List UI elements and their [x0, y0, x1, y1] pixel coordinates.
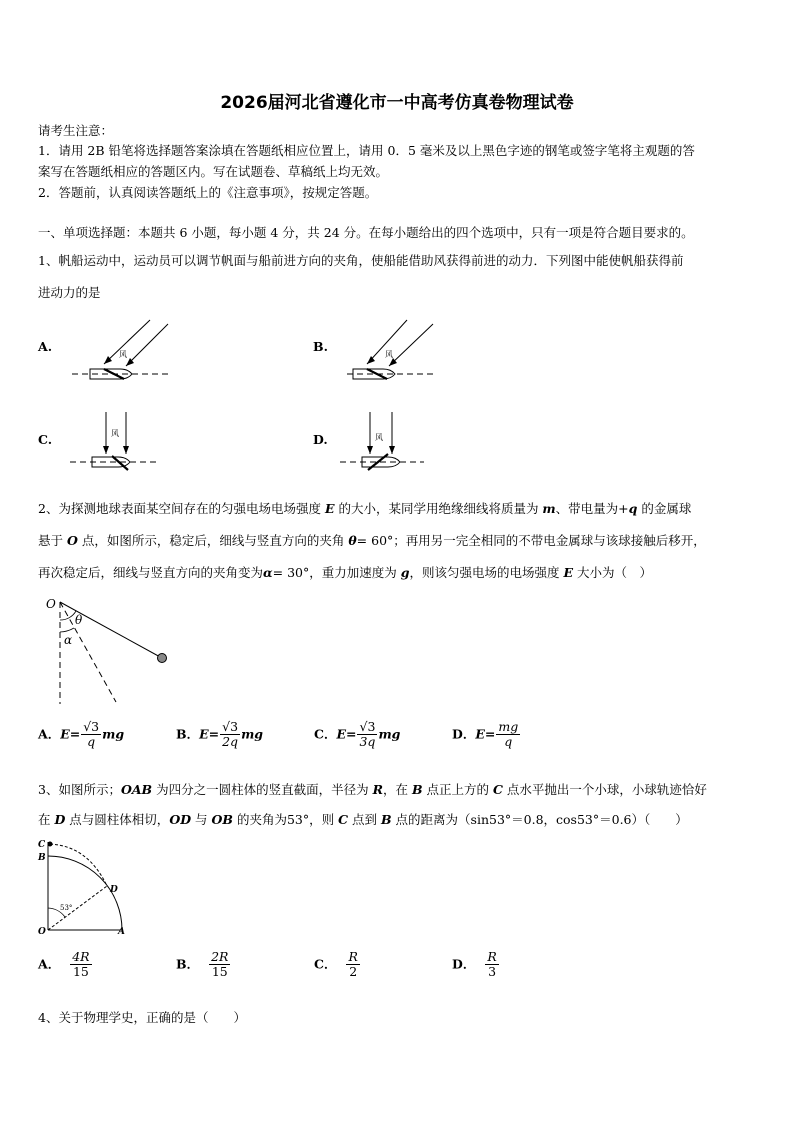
- q4-stem-line-1: 4、关于物理学史，正确的是（ ）: [38, 1010, 246, 1025]
- q3-option-c: C． $\frac{R}{2}$: [314, 949, 358, 980]
- q1-figure-b: [345, 318, 440, 384]
- q3-fig-point-b: B: [38, 853, 46, 863]
- q1-figure-c: [68, 410, 164, 476]
- q2-stem-line-1: 2、为探测地球表面某空间存在的匀强电场电场强度 E 的大小，某同学用绝缘细线将质量为 m、带电量为+q 的金属球: [38, 501, 692, 516]
- q1-option-b-label: B.: [313, 339, 328, 354]
- q3-option-b: B． $\frac{2R}{15}$: [176, 949, 229, 980]
- notice-line-2: 案写在答题纸相应的答题区内。写在试题卷、草稿纸上均无效。: [38, 164, 389, 179]
- notice-heading: 请考生注意：: [38, 123, 114, 138]
- q2-stem-line-2: 悬于 O 点，如图所示，稳定后，细线与竖直方向的夹角 θ= 60°；再用另一完全相同的不带电金属球与该球接触后移开，: [38, 533, 706, 548]
- wind-label: 风: [385, 350, 393, 359]
- wind-label: 风: [111, 429, 119, 438]
- q2-option-b: B．E= $\frac{√3}{2q}$ mg: [176, 719, 264, 750]
- q3-stem-line-2: 在 D 点与圆柱体相切，OD 与 OB 的夹角为53°，则 C 点到 B 点的距离为（sin53°＝0.8，cos53°＝0.6）（ ）: [38, 812, 688, 827]
- q3-fig-point-d: D: [110, 885, 118, 895]
- q3-fig-point-a: A: [118, 927, 125, 936]
- q3-fig-point-o: O: [38, 927, 46, 936]
- q1-stem-line-2: 进动力的是: [38, 285, 101, 300]
- q3-stem-line-1: 3、如图所示；OAB 为四分之一圆柱体的竖直截面，半径为 R，在 B 点正上方的 C 点水平抛出一个小球，小球轨迹恰好: [38, 782, 707, 797]
- section-heading: 一、单项选择题：本题共 6 小题，每小题 4 分，共 24 分。在每小题给出的四个选项中，只有一项是符合题目要求的。: [38, 225, 694, 240]
- q2-pendulum-figure: [40, 594, 180, 706]
- q3-quarter-cylinder-figure: [36, 836, 136, 936]
- q3-option-d: D． $\frac{R}{3}$: [452, 949, 497, 980]
- q1-figure-a: [70, 318, 180, 384]
- q1-option-a-label: A.: [38, 339, 53, 354]
- q1-option-d-label: D.: [313, 432, 328, 447]
- notice-line-1: 1．请用 2B 铅笔将选择题答案涂填在答题纸相应位置上，请用 0．5 毫米及以上黑色字迹的钢笔或签字笔将主观题的答: [38, 143, 695, 158]
- q2-option-c: C．E= $\frac{√3}{3q}$ mg: [314, 719, 401, 750]
- q2-fig-theta: θ: [75, 613, 83, 627]
- wind-label: 风: [375, 433, 383, 442]
- q1-stem-line-1: 1、帆船运动中，运动员可以调节帆面与船前进方向的夹角，使船能借助风获得前进的动力．下列图中能使帆船获得前: [38, 253, 684, 268]
- q2-option-a: A．E= $\frac{√3}{q}$ mg: [38, 719, 125, 750]
- q2-stem-line-3: 再次稳定后，细线与竖直方向的夹角变为α= 30°，重力加速度为 g，则该匀强电场的电场强度 E 大小为（ ）: [38, 565, 652, 580]
- page-title: 2026届河北省遵化市一中高考仿真卷物理试卷: [220, 93, 574, 113]
- notice-line-3: 2．答题前，认真阅读答题纸上的《注意事项》，按规定答题。: [38, 185, 378, 200]
- q3-fig-point-c: C: [38, 840, 46, 850]
- wind-label: 风: [119, 350, 127, 359]
- q1-option-c-label: C.: [38, 432, 53, 447]
- q3-fig-angle: 53°: [60, 904, 73, 912]
- q1-figure-d: [338, 410, 428, 476]
- q2-fig-point-o: O: [46, 597, 56, 611]
- q3-option-a: A． $\frac{4R}{15}$: [38, 949, 90, 980]
- q2-option-d: D．E= $\frac{mg}{q}$: [452, 719, 519, 750]
- q2-fig-alpha: α: [64, 633, 73, 647]
